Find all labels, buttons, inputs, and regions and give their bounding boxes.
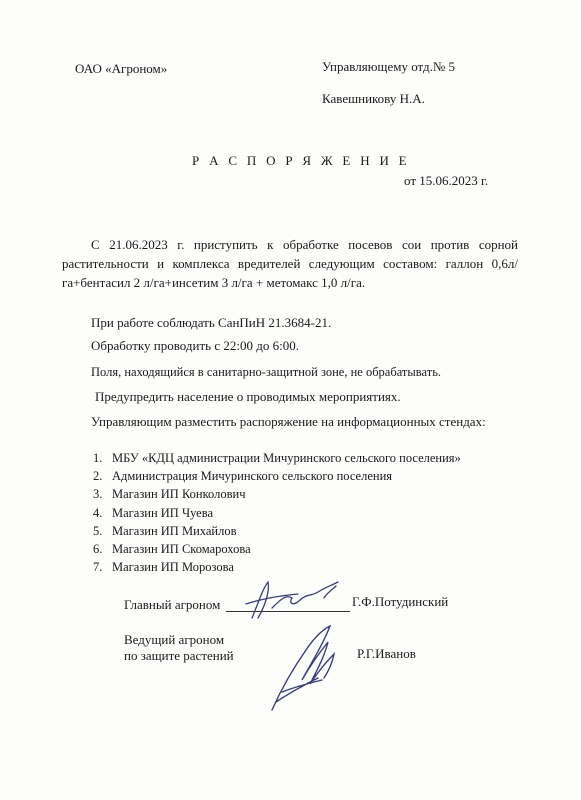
document-date: от 15.06.2023 г. <box>404 173 489 188</box>
treatment-paragraph: С 21.06.2023 г. приступить к обработке посевов сои против сорной растительности и комплекса вредителей следующим составом: галлон 0,6л/га+бентасил 2 л/га+инсетим 3 л/га + метомакс 1,0 л/га. <box>62 237 518 290</box>
chief-signature <box>228 574 348 622</box>
document-title: Р А С П О Р Я Ж Е Н И Е <box>192 153 410 168</box>
addressee-name: Кавешникову Н.А. <box>322 91 425 106</box>
lead-agronomist-name: Р.Г.Иванов <box>357 646 416 661</box>
lead-agronomist-subtitle: по защите растений <box>124 648 234 663</box>
list-item: 7. Магазин ИП Морозова <box>93 560 234 575</box>
info-stands-list <box>93 449 461 576</box>
sanpin-instruction: При работе соблюдать СанПиН 21.3684-21. <box>91 315 332 330</box>
sanitary-zone-instruction: Поля, находящийся в санитарно-защитной зоне, не обрабатывать. <box>91 365 442 379</box>
chief-agronomist-name: Г.Ф.Потудинский <box>352 594 449 609</box>
list-item: 3. Магазин ИП Конколович <box>93 487 246 502</box>
lead-signature <box>262 622 348 714</box>
lead-agronomist-title: Ведущий агроном <box>124 632 225 647</box>
list-item: 6. Магазин ИП Скомарохова <box>93 542 251 557</box>
list-item: 5. Магазин ИП Михайлов <box>93 523 237 538</box>
list-item: 4. Магазин ИП Чуева <box>93 505 214 520</box>
chief-agronomist-title: Главный агроном <box>124 597 221 612</box>
addressee-position: Управляющему отд.№ 5 <box>322 59 456 74</box>
warn-population-instruction: Предупредить население о проводимых мероприятиях. <box>95 389 401 404</box>
list-item: 1. МБУ «КДЦ администрации Мичуринского сельского поселения» <box>93 451 461 465</box>
managers-instruction: Управляющим разместить распоряжение на информационных стендах: <box>91 414 486 429</box>
hours-instruction: Обработку проводить с 22:00 до 6:00. <box>91 338 299 353</box>
organization-name: ОАО «Агроном» <box>75 61 168 76</box>
list-item: 2. Администрация Мичуринского сельского поселения <box>93 469 393 484</box>
